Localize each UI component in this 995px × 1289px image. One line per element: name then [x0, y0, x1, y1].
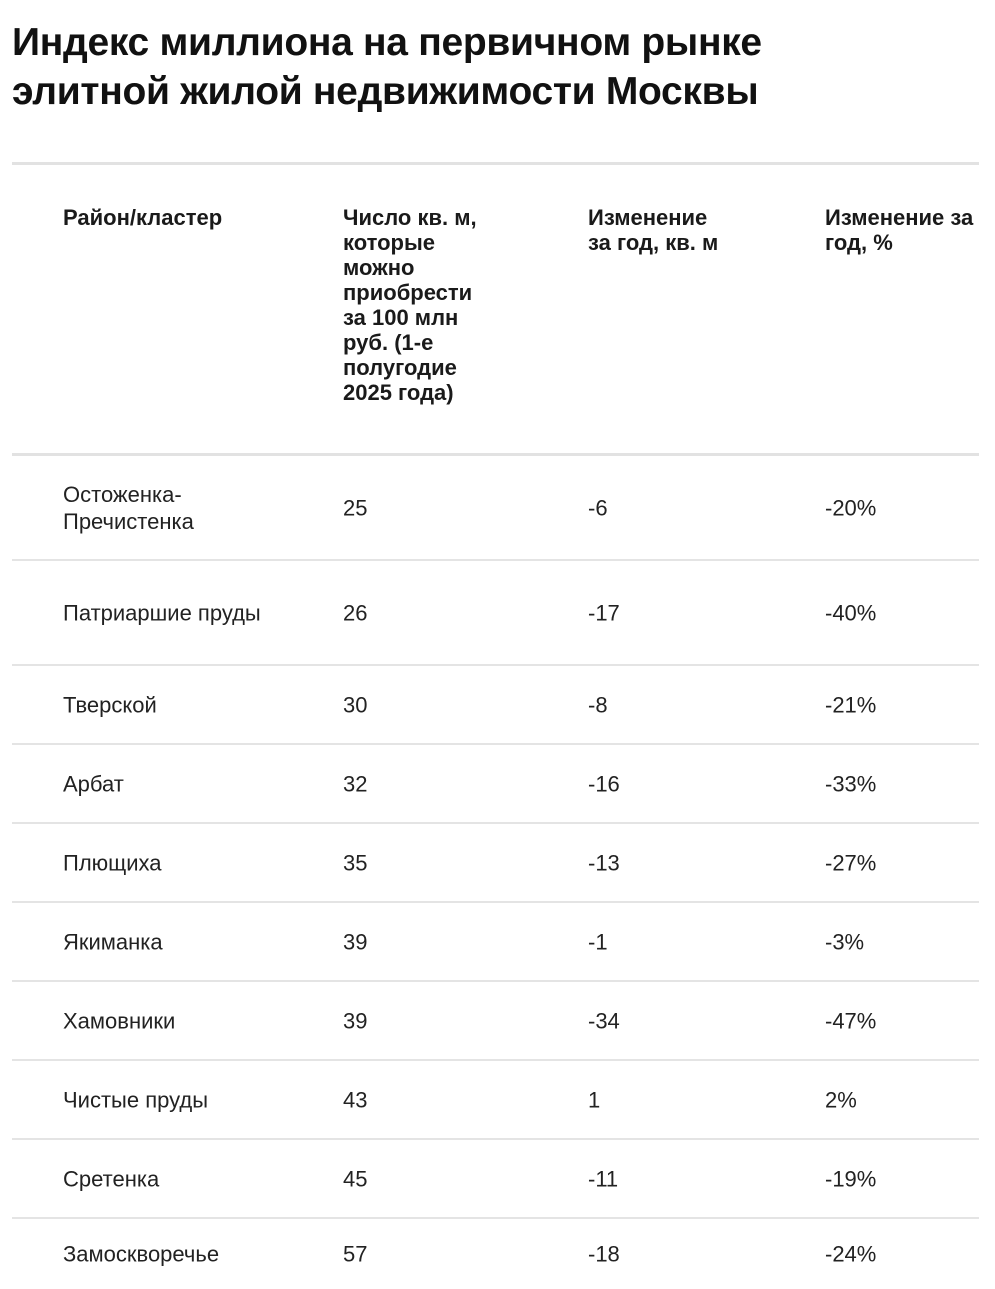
cell-district: Остоженка-Пречистенка: [63, 481, 194, 534]
cell-change-sqm: -8: [588, 692, 608, 717]
header-sqm: Число кв. м, которые можно приобрести за 100 млн руб. (1-е полугодие 2025 года): [343, 205, 477, 405]
header-change-pct: Изменение за год, %: [825, 205, 974, 255]
table-row: [12, 456, 979, 559]
cell-change-pct: -33%: [825, 771, 877, 796]
table-row: [12, 982, 979, 1059]
cell-sqm: 35: [343, 850, 368, 875]
cell-sqm: 25: [343, 495, 368, 520]
cell-change-pct: -21%: [825, 692, 877, 717]
cell-change-sqm: -17: [588, 600, 620, 625]
cell-sqm: 43: [343, 1087, 368, 1112]
table-row: [12, 903, 979, 980]
table-row: [12, 666, 979, 743]
cell-change-pct: -19%: [825, 1166, 877, 1191]
table-row: [12, 561, 979, 664]
page-title: [12, 18, 972, 116]
table-row: [12, 824, 979, 901]
cell-sqm: 45: [343, 1166, 368, 1191]
table-row: [12, 745, 979, 822]
cell-change-sqm: -34: [588, 1008, 620, 1033]
cell-change-pct: -47%: [825, 1008, 877, 1033]
page-title-line-1: Индекс миллиона на первичном рынке: [12, 21, 762, 64]
cell-sqm: 39: [343, 1008, 368, 1033]
table-row: [12, 1219, 979, 1289]
cell-change-pct: -27%: [825, 850, 877, 875]
cell-change-pct: 2%: [825, 1087, 857, 1112]
cell-district: Тверской: [63, 692, 157, 717]
cell-change-sqm: -16: [588, 771, 620, 796]
table-row: [12, 1061, 979, 1138]
cell-sqm: 32: [343, 771, 368, 796]
cell-change-sqm: -18: [588, 1241, 620, 1267]
cell-district: Якиманка: [63, 929, 163, 954]
cell-change-sqm: -6: [588, 495, 608, 520]
cell-change-pct: -24%: [825, 1241, 877, 1267]
page-title-line-2: элитной жилой недвижимости Москвы: [12, 70, 759, 113]
cell-district: Замоскворечье: [63, 1241, 220, 1267]
header-district: Район/кластер: [63, 205, 223, 230]
cell-change-pct: -20%: [825, 495, 877, 520]
cell-change-sqm: -1: [588, 929, 608, 954]
cell-sqm: 26: [343, 600, 368, 625]
cell-district: Арбат: [63, 771, 124, 796]
cell-district: Плющиха: [63, 850, 162, 875]
cell-sqm: 57: [343, 1241, 368, 1267]
table-body: [12, 456, 979, 1289]
data-table: [12, 162, 979, 1289]
cell-district: Чистые пруды: [63, 1087, 209, 1112]
cell-district: Патриаршие пруды: [63, 600, 261, 625]
table-row: [12, 1140, 979, 1217]
table-header-row: [12, 165, 979, 453]
cell-sqm: 30: [343, 692, 368, 717]
cell-change-pct: -40%: [825, 600, 877, 625]
cell-change-sqm: 1: [588, 1087, 601, 1112]
cell-change-sqm: -13: [588, 850, 620, 875]
cell-district: Хамовники: [63, 1008, 176, 1033]
cell-change-sqm: -11: [588, 1166, 619, 1191]
header-change-sqm: Изменение за год, кв. м: [588, 205, 719, 255]
cell-sqm: 39: [343, 929, 368, 954]
cell-change-pct: -3%: [825, 929, 865, 954]
cell-district: Сретенка: [63, 1166, 160, 1191]
